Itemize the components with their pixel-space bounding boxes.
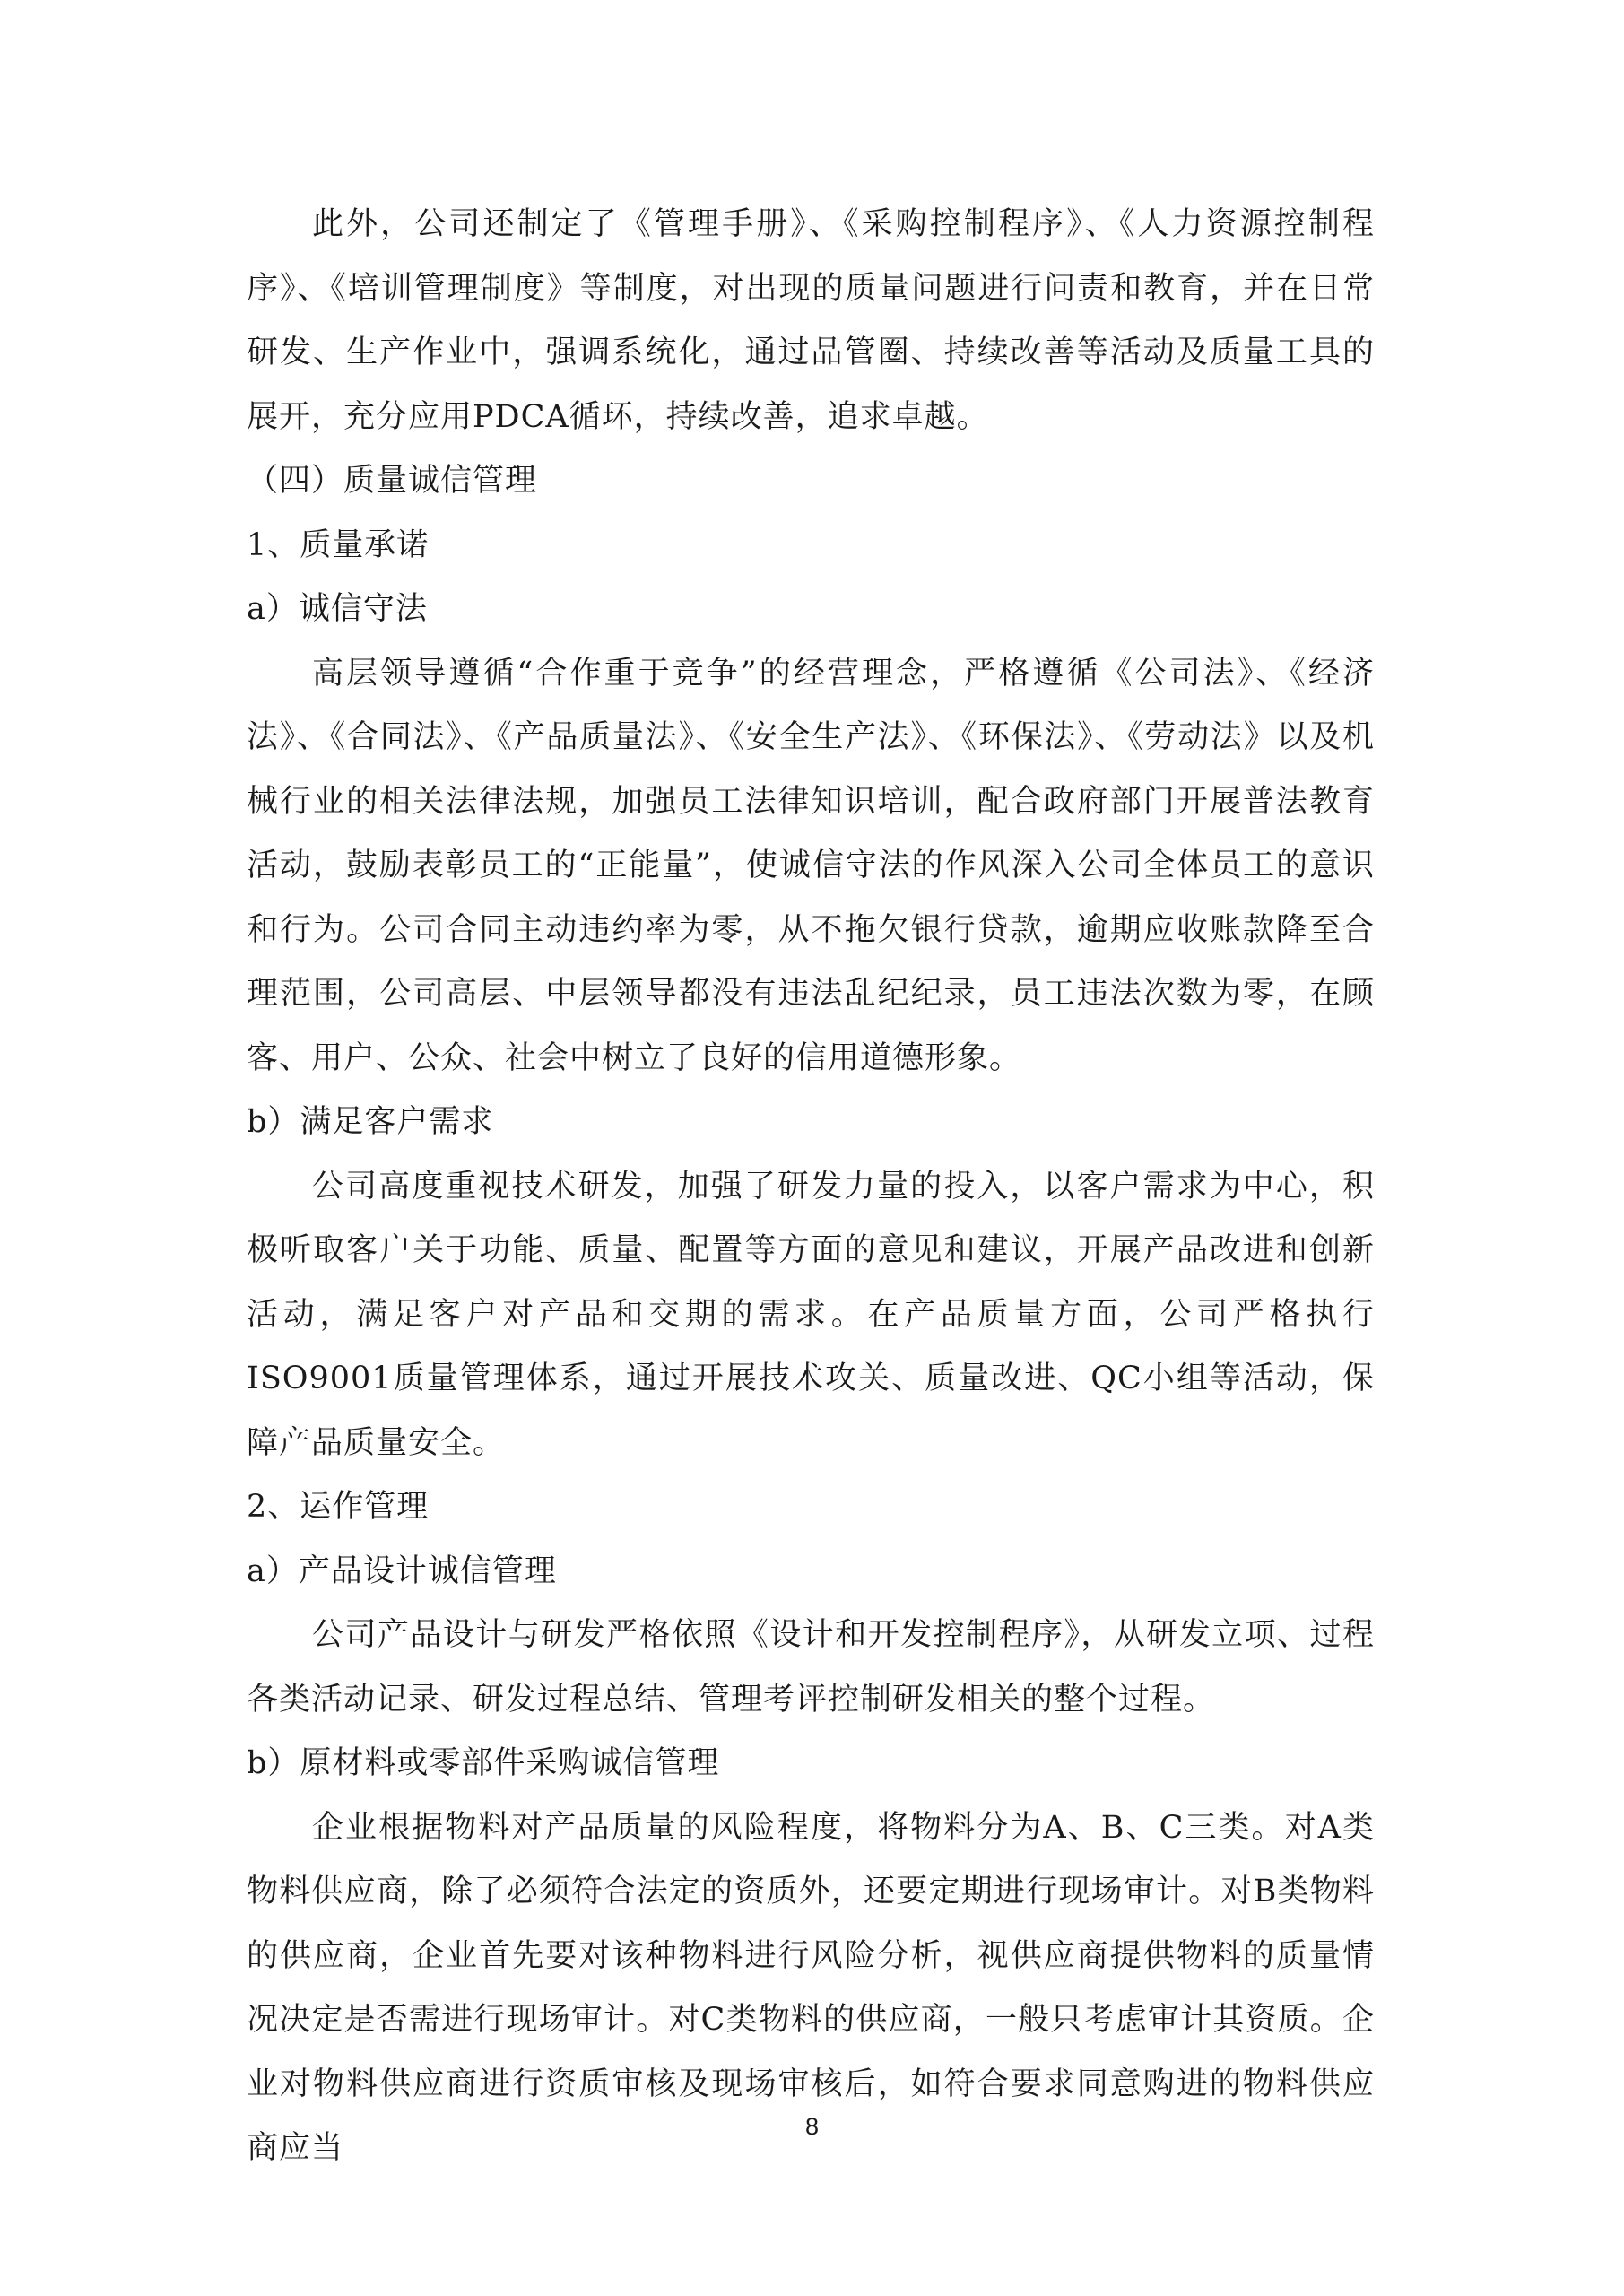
paragraph-law-abiding: 高层领导遵循“合作重于竞争”的经营理念，严格遵循《公司法》、《经济法》、《合同法》、《产品质量法》、《安全生产法》、《环保法》、《劳动法》以及机械行业的相关法律法规，加强员工法律知识培训，配合政府部门开展普法教育活动，鼓励表彰员工的“正能量”，使诚信守法的作风深入公司全体员工的意识和行为。公司合同主动违约率为零，从不拖欠银行贷款，逾期应收账款降至合理范围，公司高层、中层领导都没有违法乱纪纪录，员工违法次数为零，在顾客、用户、公众、社会中树立了良好的信用道德形象。 (247, 655, 1375, 1076)
section-heading-quality-integrity: （四）质量诚信管理 (247, 463, 538, 499)
subheading-law-abiding: a）诚信守法 (247, 591, 428, 627)
subheading-customer-needs: b）满足客户需求 (247, 1104, 494, 1140)
paragraph-management-systems: 此外，公司还制定了《管理手册》、《采购控制程序》、《人力资源控制程序》、《培训管理制度》等制度，对出现的质量问题进行问责和教育，并在日常研发、生产作业中，强调系统化，通过品管圈、持续改善等活动及质量工具的展开，充分应用PDCA循环，持续改善，追求卓越。 (247, 206, 1375, 435)
paragraph-customer-needs: 公司高度重视技术研发，加强了研发力量的投入，以客户需求为中心，积极听取客户关于功能、质量、配置等方面的意见和建议，开展产品改进和创新活动，满足客户对产品和交期的需求。在产品质量方面，公司严格执行ISO9001质量管理体系，通过开展技术攻关、质量改进、QC小组等活动，保障产品质量安全。 (247, 1168, 1375, 1461)
page-number: 8 (804, 2113, 820, 2140)
subheading-procurement: b）原材料或零部件采购诚信管理 (247, 1745, 720, 1781)
paragraph-product-design: 公司产品设计与研发严格依照《设计和开发控制程序》，从研发立项、过程各类活动记录、研发过程总结、管理考评控制研发相关的整个过程。 (247, 1617, 1375, 1718)
subheading-product-design: a）产品设计诚信管理 (247, 1552, 557, 1589)
subheading-quality-commitment: 1、质量承诺 (247, 526, 430, 563)
paragraph-procurement: 企业根据物料对产品质量的风险程度，将物料分为A、B、C三类。对A类物料供应商，除了必须符合法定的资质外，还要定期进行现场审计。对B类物料的供应商，企业首先要对该种物料进行风险分析，视供应商提供物料的质量情况决定是否需进行现场审计。对C类物料的供应商，一般只考虑审计其资质。企业对物料供应商进行资质审核及现场审核后，如符合要求同意购进的物料供应商应当 (247, 1809, 1375, 2166)
subheading-operation-management: 2、运作管理 (247, 1489, 430, 1525)
document-body (247, 193, 1375, 2181)
